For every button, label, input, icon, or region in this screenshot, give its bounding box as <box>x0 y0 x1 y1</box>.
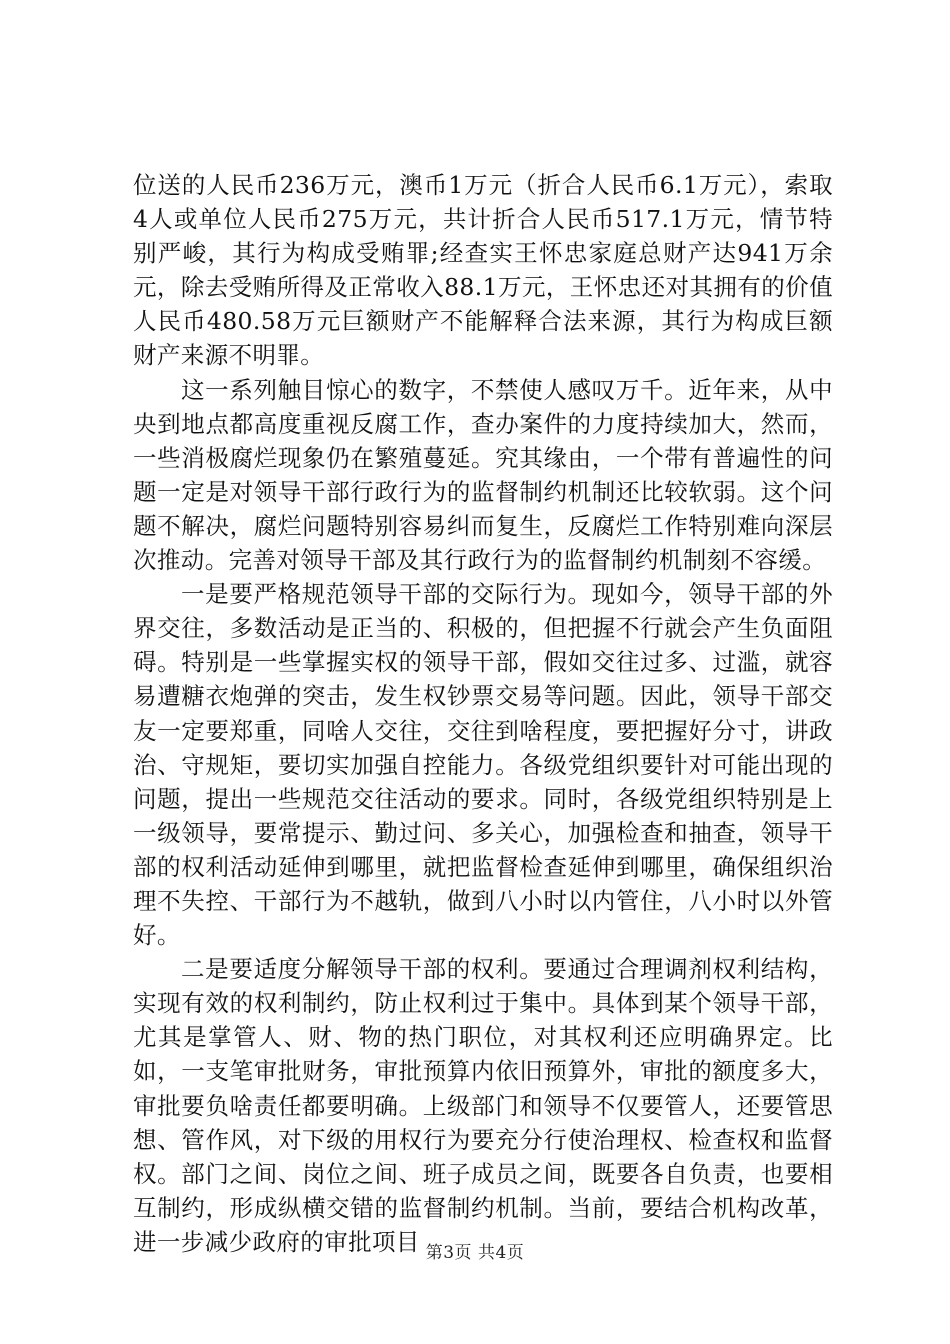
body-text <box>133 168 833 1259</box>
paragraph: 一是要严格规范领导干部的交际行为。现如今，领导干部的外界交往，多数活动是正当的、积极的，但把握不行就会产生负面阻碍。特别是一些掌握实权的领导干部，假如交往过多、过滥，就容易遭糖衣炮弹的突击，发生权钞票交易等问题。因此，领导干部交友一定要郑重，同啥人交往，交往到啥程度，要把握好分寸，讲政治、守规矩，要切实加强自控能力。各级党组织要针对可能出现的问题，提出一些规范交往活动的要求。同时，各级党组织特别是上一级领导，要常提示、勤过问、多关心，加强检查和抽查，领导干部的权利活动延伸到哪里，就把监督检查延伸到哪里，确保组织治理不失控、干部行为不越轨，做到八小时以内管住，八小时以外管好。 <box>133 580 833 950</box>
paragraph: 二是要适度分解领导干部的权利。要通过合理调剂权利结构，实现有效的权利制约，防止权利过于集中。具体到某个领导干部，尤其是掌管人、财、物的热门职位，对其权利还应明确界定。比如，一支笔审批财务，审批预算内依旧预算外，审批的额度多大，审批要负啥责任都要明确。上级部门和领导不仅要管人，还要管思想、管作风，对下级的用权行为要充分行使治理权、检查权和监督权。部门之间、岗位之间、班子成员之间，既要各自负责，也要相互制约，形成纵横交错的监督制约机制。当前，要结合机构改革，进一步减少政府的审批项目 <box>133 955 833 1256</box>
paragraph-continued: 位送的人民币236万元，澳币1万元（折合人民币6.1万元），索取4人或单位人民币275万元，共计折合人民币517.1万元，情节特别严峻，其行为构成受贿罪;经查实王怀忠家庭总财产达941万余元，除去受贿所得及正常收入88.1万元，王怀忠还对其拥有的价值人民币480.58万元巨额财产不能解释合法来源，其行为构成巨额财产来源不明罪。 <box>133 171 833 370</box>
paragraph: 这一系列触目惊心的数字，不禁使人感叹万千。近年来，从中央到地点都高度重视反腐工作，查办案件的力度持续加大，然而，一些消极腐烂现象仍在繁殖蔓延。究其缘由，一个带有普遍性的问题一定是对领导干部行政行为的监督制约机制还比较软弱。这个问题不解决，腐烂问题特别容易纠而复生，反腐烂工作特别难向深层次推动。完善对领导干部及其行政行为的监督制约机制刻不容缓。 <box>133 375 833 575</box>
page-footer: 第3页 共4页 <box>425 1243 525 1263</box>
